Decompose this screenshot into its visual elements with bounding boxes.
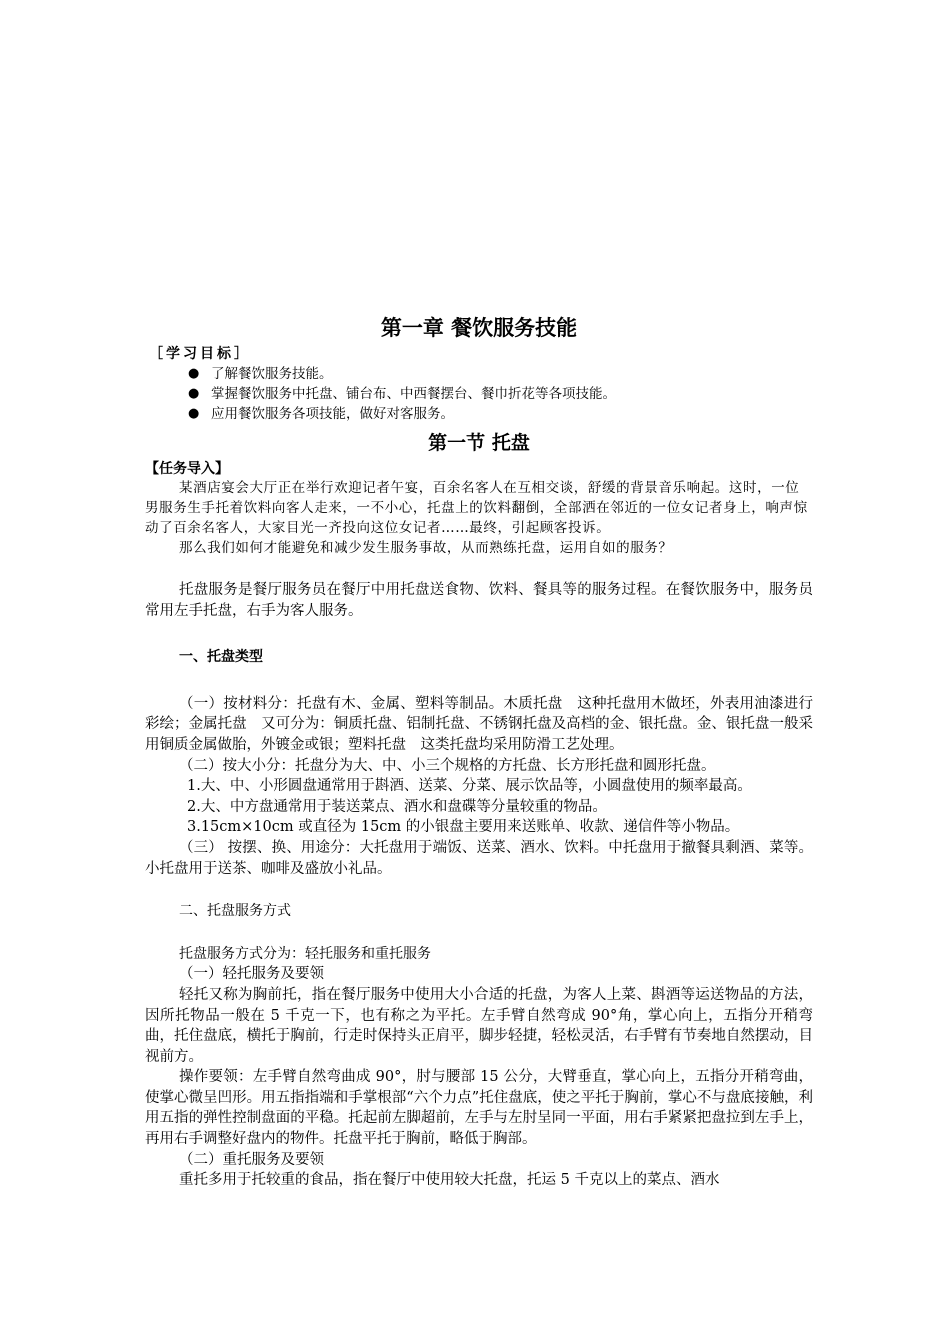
light-tray-description: 轻托又称为胸前托，指在餐厅服务中使用大小合适的托盘，为客人上菜、斟酒等运送物品的方法，因所托物品一般在 5 千克一下，也有称之为平托。左手臂自然弯成 90°角，掌心向上，五指分开稍弯曲，托住盘底，横托于胸前，行走时保持头正肩平，脚步轻捷，轻松灵活，右手臂有节奏地自然摆动，目视前方。 bbox=[145, 986, 813, 1065]
task-intro-case bbox=[145, 478, 813, 558]
learning-goals-heading: ［学习目标］ bbox=[149, 346, 251, 362]
case-question: 那么我们如何才能避免和减少发生服务事故，从而熟练托盘，运用自如的服务？ bbox=[179, 540, 673, 556]
tray-by-size: （二）按大小分：托盘分为大、中、小三个规格的方托盘、长方形托盘和圆形托盘。 bbox=[179, 757, 716, 774]
section-name: 托盘 bbox=[491, 432, 530, 454]
learning-goals-list bbox=[145, 364, 813, 424]
chapter-title: 第一章 餐饮服务技能 bbox=[380, 316, 578, 340]
task-intro-heading: 【任务导入】 bbox=[145, 461, 229, 477]
light-tray-operation: 操作要领：左手臂自然弯曲成 90°，肘与腰部 15 公分，大臂垂直，掌心向上，五指分开稍弯曲，使掌心微呈凹形。用五指指端和手掌根部“六个力点”托住盘底，使之平托于胸前，掌心不与盘底接触，利用五指的弹性控制盘面的平稳。托起前左脚超前，左手与左肘呈同一平面，用右手紧紧把盘拉到左手上，再用右手调整好盘内的物件。托盘平托于胸前，略低于胸部。 bbox=[145, 1069, 813, 1148]
bullet-icon: ● bbox=[188, 406, 200, 421]
bullet-icon: ● bbox=[188, 386, 200, 401]
heading-tray-types: 一、托盘类型 bbox=[179, 649, 263, 666]
size-item-square: 2.大、中方盘通常用于装送菜点、酒水和盘碟等分量较重的物品。 bbox=[187, 798, 607, 815]
intro-paragraph: 托盘服务是餐厅服务员在餐厅中用托盘送食物、饮料、餐具等的服务过程。在餐饮服务中，服务员常用左手托盘，右手为客人服务。 bbox=[145, 582, 813, 619]
document-content bbox=[145, 312, 813, 1191]
size-item-round: 1.大、中、小形圆盘通常用于斟酒、送菜、分菜、展示饮品等，小圆盘使用的频率最高。 bbox=[187, 778, 752, 795]
heavy-tray-description: 重托多用于托较重的食品，指在餐厅中使用较大托盘，托运 5 千克以上的菜点、酒水 bbox=[179, 1172, 720, 1189]
section-body bbox=[145, 558, 813, 1191]
size-item-small: 3.15cm×10cm 或直径为 15cm 的小银盘主要用来送账单、收款、递信件等小物品。 bbox=[187, 819, 740, 836]
section-number: 第一节 bbox=[428, 432, 486, 454]
service-modes-subheading: 托盘服务方式分为：轻托服务和重托服务 bbox=[179, 945, 431, 962]
tray-by-material: （一）按材料分：托盘有木、金属、塑料等制品。木质托盘 这种托盘用木做坯，外表用油漆进行彩绘；金属托盘 又可分为：铜质托盘、铝制托盘、不锈钢托盘及高档的金、银托盘。金、银托盘一般采用铜质金属做胎，外镀金或银；塑料托盘 这类托盘均采用防滑工艺处理。 bbox=[145, 695, 813, 753]
bullet-icon: ● bbox=[188, 366, 200, 381]
list-item: ● 掌握餐饮服务中托盘、铺台布、中西餐摆台、餐巾折花等各项技能。 bbox=[188, 386, 616, 402]
tray-by-use: （三） 按摆、换、用途分：大托盘用于端饭、送菜、酒水、饮料。中托盘用于撤餐具剩酒、菜等。小托盘用于送茶、咖啡及盛放小礼品。 bbox=[145, 839, 813, 877]
heavy-tray-title: （二）重托服务及要领 bbox=[179, 1151, 324, 1168]
list-item: ● 应用餐饮服务各项技能，做好对客服务。 bbox=[188, 406, 454, 422]
section-title bbox=[145, 426, 813, 460]
light-tray-title: （一）轻托服务及要领 bbox=[179, 966, 324, 983]
heading-tray-service: 二、托盘服务方式 bbox=[179, 903, 291, 920]
case-paragraph: 某酒店宴会大厅正在举行欢迎记者午宴，百余名客人在互相交谈，舒缓的背景音乐响起。这时，一位男服务生手托着饮料向客人走来，一不小心，托盘上的饮料翻倒，全部洒在邻近的一位女记者身上，响声惊动了百余名客人，大家目光一齐投向这位女记者……最终，引起顾客投诉。 bbox=[145, 480, 808, 536]
list-item: ● 了解餐饮服务技能。 bbox=[188, 366, 333, 382]
